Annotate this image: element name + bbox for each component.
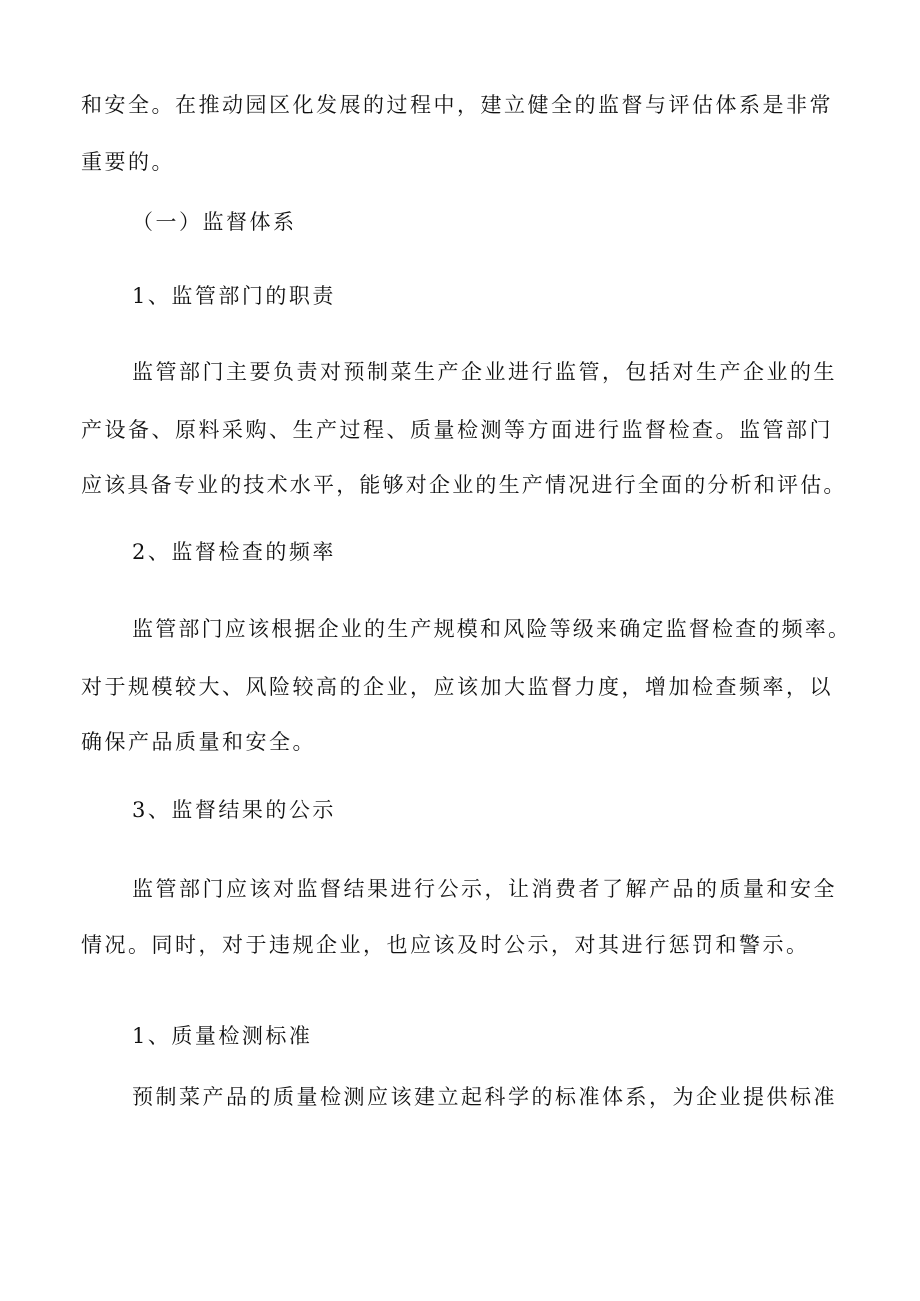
paragraph-line: 产设备、原料采购、生产过程、质量检测等方面进行监督检查。监管部门	[81, 418, 833, 442]
subsection-heading: 3、监督结果的公示	[132, 798, 336, 822]
paragraph-line: 预制菜产品的质量检测应该建立起科学的标准体系，为企业提供标准	[132, 1085, 837, 1109]
paragraph-line: 监管部门应该根据企业的生产规模和风险等级来确定监督检查的频率。	[132, 617, 852, 641]
subsection-heading: 1、质量检测标准	[132, 1024, 313, 1048]
paragraph-line: 监管部门主要负责对预制菜生产企业进行监管，包括对生产企业的生	[132, 360, 837, 384]
paragraph-line: 应该具备专业的技术水平，能够对企业的生产情况进行全面的分析和评估。	[81, 473, 847, 497]
paragraph-line: 对于规模较大、风险较高的企业，应该加大监督力度，增加检查频率，以	[81, 675, 833, 699]
section-heading: （一）监督体系	[132, 210, 297, 234]
paragraph-line: 重要的。	[81, 150, 175, 174]
paragraph-line: 情况。同时，对于违规企业，也应该及时公示，对其进行惩罚和警示。	[81, 933, 810, 957]
subsection-heading: 2、监督检查的频率	[132, 540, 336, 564]
paragraph-line: 确保产品质量和安全。	[81, 730, 316, 754]
paragraph-line: 监管部门应该对监督结果进行公示，让消费者了解产品的质量和安全	[132, 877, 837, 901]
paragraph-line: 和安全。在推动园区化发展的过程中，建立健全的监督与评估体系是非常	[81, 93, 833, 117]
subsection-heading: 1、监管部门的职责	[132, 284, 336, 308]
